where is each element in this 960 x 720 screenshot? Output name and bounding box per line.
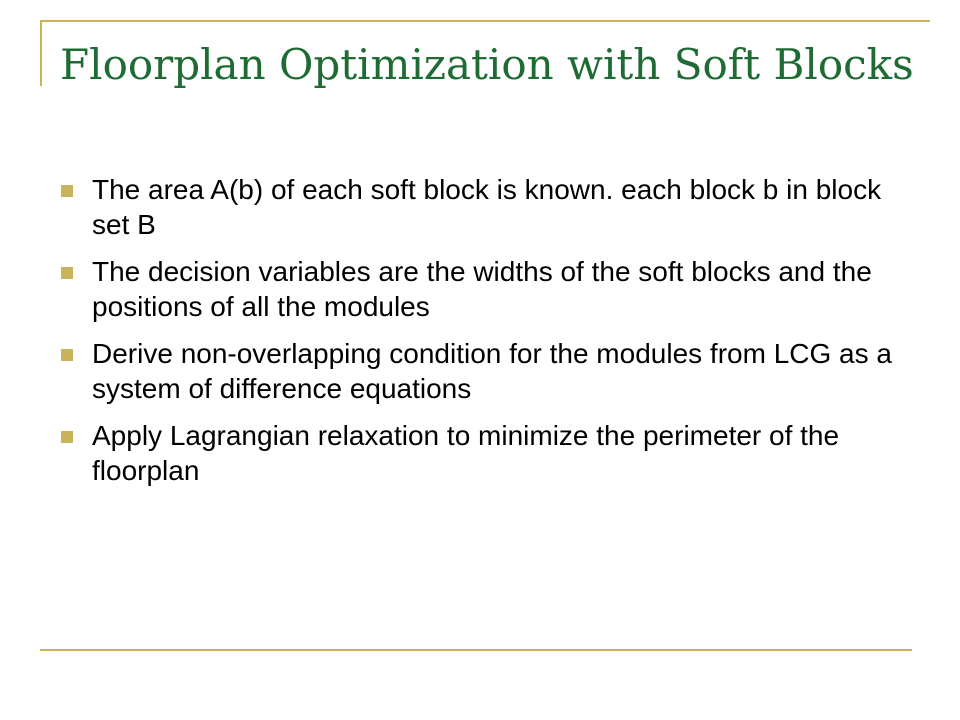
square-bullet-icon: [61, 185, 73, 197]
slide-title: Floorplan Optimization with Soft Blocks: [60, 40, 914, 89]
bullet-text: Apply Lagrangian relaxation to minimize the perimeter of the floorplan: [92, 420, 840, 486]
bullet-text: Derive non-overlapping condition for the modules from LCG as a system of difference equations: [92, 338, 892, 404]
bottom-rule-line: [40, 649, 912, 651]
top-rule-line: [40, 20, 930, 22]
left-rule-line: [40, 20, 42, 86]
bullet-list: [60, 172, 900, 500]
square-bullet-icon: [61, 267, 73, 279]
square-bullet-icon: [61, 349, 73, 361]
bullet-text: The area A(b) of each soft block is known. each block b in block set B: [92, 174, 882, 240]
bullet-text: The decision variables are the widths of the soft blocks and the positions of all the modules: [92, 256, 872, 322]
square-bullet-icon: [61, 431, 73, 443]
bullet-item: [60, 418, 900, 488]
bullet-item: [60, 254, 900, 324]
bullet-item: [60, 336, 900, 406]
bullet-item: [60, 172, 900, 242]
